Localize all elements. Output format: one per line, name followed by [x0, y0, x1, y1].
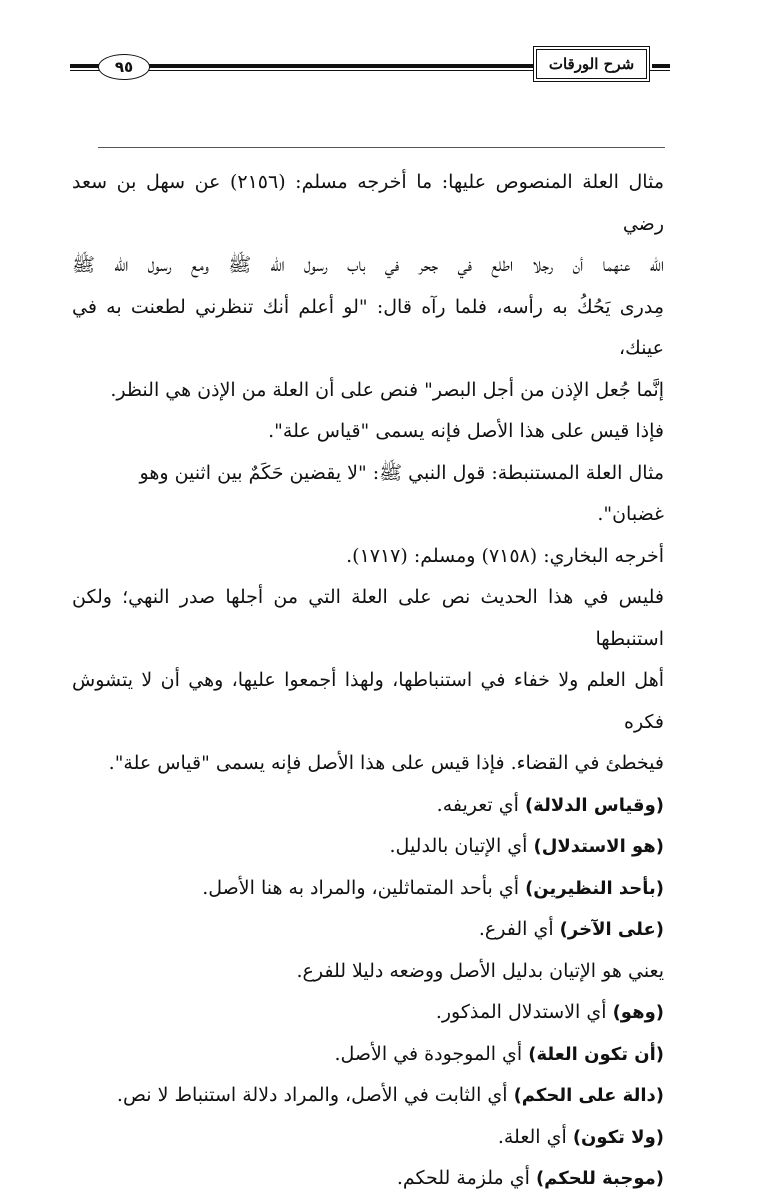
definition-term: (ولا تكون) [572, 1126, 664, 1148]
text-line: إنَّما جُعل الإذن من أجل البصر" فنص على أن العلة من الإذن هي النظر. [110, 378, 664, 401]
definition-term: (موجبة للحكم) [535, 1168, 664, 1189]
page-number: ٩٥ [98, 54, 150, 80]
definition-term: (دالة على الحكم) [513, 1085, 664, 1106]
definition-term: (وقياس الدلالة) [524, 794, 664, 816]
text-line: فإذا قيس على هذا الأصل فإنه يسمى "قياس علة". [268, 420, 664, 442]
definition-item [72, 909, 664, 951]
definition-item [72, 1075, 664, 1117]
text-line: أهل العلم ولا خفاء في استنباطها، ولهذا أجمعوا عليها، وهي أن لا يتشوش فكره [72, 669, 664, 733]
definition-text: أي الإتيان بالدليل. [389, 835, 534, 857]
definition-term: (أن تكون العلة) [528, 1043, 664, 1065]
definition-term: (بأحد النظيرين) [525, 877, 664, 899]
book-title: شرح الورقات [533, 46, 650, 82]
text-line: فليس في هذا الحديث نص على العلة التي من أجلها صدر النهي؛ ولكن استنبطها [72, 586, 664, 650]
text-line: مثال العلة المنصوص عليها: ما أخرجه مسلم: (٢١٥٦) عن سهل بن سعد رضي [72, 171, 664, 235]
text-line: فيخطئ في القضاء. فإذا قيس على هذا الأصل فإنه يسمى "قياس علة". [108, 752, 664, 774]
definition-item [72, 992, 664, 1034]
definition-text: أي ملزمة للحكم. [396, 1167, 536, 1189]
definition-item [72, 1117, 664, 1159]
text-line: مِدرى يَحُكُ به رأسه، فلما رآه قال: "لو أعلم أنك تنظرني لطعنت به في عينك، [72, 295, 664, 359]
definition-term: (على الآخر) [559, 919, 664, 940]
definition-text: أي الفرع. [478, 918, 560, 940]
definition-item [72, 868, 664, 910]
header-divider [98, 147, 665, 148]
definition-item [72, 785, 664, 827]
text-line: مثال العلة المستنبطة: قول النبي ﷺ: "لا يقضين حَكَمٌ بين اثنين وهو غضبان". [139, 461, 664, 525]
text-line: يعني هو الإتيان بدليل الأصل ووضعه دليلا للفرع. [296, 959, 664, 982]
definition-item [72, 826, 664, 868]
definition-text: أي الاستدلال المذكور. [435, 1001, 613, 1023]
definition-term: (هو الاستدلال) [533, 836, 664, 857]
header-rule-right [652, 64, 670, 68]
definition-item [72, 1034, 664, 1076]
text-line: الله عنهما أن رجلا اطلع في جحر في باب رسول الله ﷺ ومع رسول الله ﷺ [72, 254, 664, 276]
page-body [72, 162, 664, 1200]
definition-text: أي العلة. [497, 1125, 573, 1148]
definition-item [72, 1158, 664, 1200]
text-line: أخرجه البخاري: (٧١٥٨) ومسلم: (١٧١٧). [346, 544, 664, 567]
definition-text: أي بأحد المتماثلين، والمراد به هنا الأصل. [202, 876, 526, 899]
definition-term: (وهو) [612, 1002, 664, 1023]
definition-text: أي تعريفه. [436, 793, 525, 816]
definition-text: أي الثابت في الأصل، والمراد دلالة استنباط لا نص. [116, 1084, 514, 1106]
definition-text: أي الموجودة في الأصل. [334, 1042, 529, 1065]
